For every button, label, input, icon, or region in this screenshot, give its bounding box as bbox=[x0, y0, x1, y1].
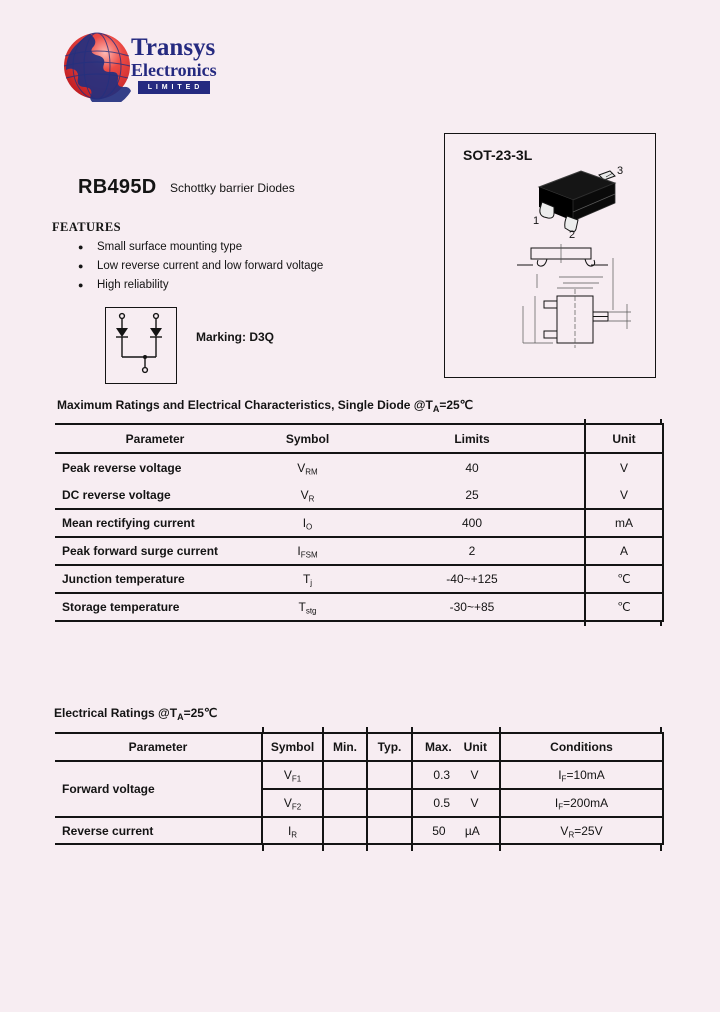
parameter-cell: Mean rectifying current bbox=[55, 509, 255, 537]
unit-cell: A bbox=[585, 537, 663, 565]
table-line-stub bbox=[366, 727, 368, 732]
heading-subscript: A bbox=[432, 404, 440, 414]
condition-base: I bbox=[554, 796, 559, 810]
bullet-icon: ● bbox=[78, 260, 84, 271]
package-dimension-drawing bbox=[507, 244, 649, 362]
marking-code: Marking: D3Q bbox=[196, 330, 275, 344]
globe-logo-icon bbox=[60, 32, 134, 102]
conditions-cell bbox=[500, 817, 663, 844]
col-header-conditions: Conditions bbox=[500, 733, 663, 761]
feature-text: Small surface mounting type bbox=[97, 240, 243, 253]
table-row bbox=[55, 817, 663, 844]
symbol-cell bbox=[255, 453, 360, 481]
typ-cell bbox=[367, 789, 412, 817]
symbol-base: V bbox=[297, 460, 306, 475]
features-list bbox=[78, 237, 323, 294]
conditions-cell bbox=[500, 761, 663, 789]
table-line-stub bbox=[262, 727, 264, 732]
heading-text: =25℃ bbox=[439, 398, 474, 412]
symbol-cell bbox=[255, 565, 360, 593]
limit-cell: 40 bbox=[465, 460, 479, 475]
unit-cell: ℃ bbox=[585, 593, 663, 621]
unit-value: µA bbox=[464, 823, 480, 838]
parameter-cell: Storage temperature bbox=[55, 593, 255, 621]
feature-item bbox=[78, 256, 323, 275]
typ-cell bbox=[367, 817, 412, 844]
table-line-stub bbox=[660, 727, 662, 732]
table-line-stub bbox=[584, 621, 586, 626]
symbol-cell bbox=[262, 789, 323, 817]
heading-subscript: A bbox=[177, 712, 184, 722]
col-header-min: Min. bbox=[323, 733, 367, 761]
table-line-stub bbox=[411, 727, 413, 732]
col-header-unit: Unit bbox=[585, 424, 663, 453]
parameter-cell: Peak reverse voltage bbox=[62, 460, 182, 475]
unit-value: V bbox=[470, 796, 479, 810]
limit-cell: 25 bbox=[360, 481, 585, 509]
condition-rest: =200mA bbox=[563, 796, 609, 810]
condition-rest: =10mA bbox=[566, 768, 605, 782]
max-ratings-table bbox=[55, 423, 664, 622]
col-header-limits: Limits bbox=[360, 424, 585, 453]
condition-subscript: F bbox=[558, 802, 564, 812]
symbol-cell bbox=[262, 817, 323, 844]
package-3d-icon bbox=[515, 160, 637, 240]
table-line-stub bbox=[366, 843, 368, 851]
symbol-cell bbox=[255, 537, 360, 565]
unit-value: V bbox=[470, 768, 479, 782]
unit-cell: ℃ bbox=[585, 565, 663, 593]
col-header-symbol: Symbol bbox=[255, 424, 360, 453]
table-line-stub bbox=[499, 843, 501, 851]
symbol-subscript: stg bbox=[305, 606, 317, 616]
pin-2-label: 2 bbox=[569, 229, 576, 240]
col-header-symbol: Symbol bbox=[262, 733, 323, 761]
symbol-subscript: RM bbox=[305, 467, 318, 476]
table-row bbox=[55, 593, 663, 621]
limit-cell: -30~+85 bbox=[360, 593, 585, 621]
heading-text: Electrical Ratings @T bbox=[54, 706, 178, 720]
min-cell bbox=[323, 817, 367, 844]
symbol-base: T bbox=[298, 600, 306, 614]
limit-cell: 400 bbox=[360, 509, 585, 537]
symbol-cell bbox=[255, 481, 360, 509]
package-outline-box bbox=[444, 133, 656, 378]
max-unit-cell bbox=[412, 761, 500, 789]
electrical-ratings-heading bbox=[54, 706, 217, 720]
table-line-stub bbox=[660, 419, 662, 424]
condition-base: V bbox=[560, 823, 569, 838]
symbol-base: I bbox=[287, 823, 292, 838]
symbol-base: I bbox=[297, 544, 301, 558]
symbol-subscript: R bbox=[308, 494, 315, 503]
symbol-base: I bbox=[302, 516, 307, 530]
table-row bbox=[55, 565, 663, 593]
max-value: 0.3 bbox=[433, 768, 451, 782]
conditions-cell bbox=[500, 789, 663, 817]
unit-cell: V bbox=[585, 481, 663, 509]
symbol-subscript: F2 bbox=[291, 802, 302, 812]
col-header-unit: Unit bbox=[463, 740, 487, 754]
table-line-stub bbox=[660, 843, 662, 851]
condition-subscript: F bbox=[561, 774, 567, 784]
symbol-subscript: FSM bbox=[300, 550, 318, 560]
parameter-cell: Reverse current bbox=[55, 817, 262, 844]
dual-diode-schematic-icon bbox=[106, 308, 175, 382]
condition-rest: =25V bbox=[574, 823, 603, 838]
parameter-cell: Peak forward surge current bbox=[55, 537, 255, 565]
heading-text: =25℃ bbox=[183, 706, 218, 720]
pin-3-label: 3 bbox=[617, 165, 624, 177]
col-header-max: Max. bbox=[424, 740, 452, 754]
max-value: 50 bbox=[432, 823, 446, 838]
diode-schematic-box bbox=[105, 307, 177, 384]
feature-text: Low reverse current and low forward voltage bbox=[97, 259, 324, 272]
table-row bbox=[55, 761, 663, 789]
max-ratings-heading bbox=[57, 398, 473, 412]
condition-subscript: R bbox=[568, 830, 575, 839]
logo-limited-badge: L I M I T E D bbox=[138, 81, 210, 94]
limit-cell: 2 bbox=[360, 537, 585, 565]
feature-item bbox=[78, 275, 323, 294]
symbol-cell bbox=[255, 593, 360, 621]
table-header-row bbox=[55, 733, 663, 761]
table-header-row bbox=[55, 424, 663, 453]
symbol-subscript: O bbox=[306, 522, 313, 532]
table-line-stub bbox=[322, 843, 324, 851]
bullet-icon: ● bbox=[78, 279, 84, 290]
typ-cell bbox=[367, 761, 412, 789]
parameter-cell: DC reverse voltage bbox=[55, 481, 255, 509]
table-line-stub bbox=[322, 727, 324, 732]
pin-1-label: 1 bbox=[533, 215, 540, 227]
parameter-cell: Forward voltage bbox=[55, 761, 262, 817]
col-header-typ: Typ. bbox=[367, 733, 412, 761]
table-line-stub bbox=[411, 843, 413, 851]
table-row bbox=[55, 509, 663, 537]
symbol-base: V bbox=[283, 768, 292, 782]
table-line-stub bbox=[660, 621, 662, 626]
symbol-subscript: R bbox=[291, 830, 298, 839]
table-row bbox=[55, 537, 663, 565]
symbol-base: V bbox=[283, 796, 292, 810]
col-header-parameter: Parameter bbox=[55, 733, 262, 761]
feature-item bbox=[78, 237, 323, 256]
limit-cell: -40~+125 bbox=[360, 565, 585, 593]
parameter-cell: Junction temperature bbox=[55, 565, 255, 593]
symbol-base: T bbox=[302, 572, 311, 586]
symbol-cell bbox=[255, 509, 360, 537]
part-description: Schottky barrier Diodes bbox=[170, 181, 295, 195]
unit-cell: mA bbox=[585, 509, 663, 537]
symbol-subscript: j bbox=[310, 578, 313, 588]
unit-cell: V bbox=[585, 453, 663, 481]
features-heading: FEATURES bbox=[52, 220, 121, 234]
part-number: RB495D bbox=[78, 176, 157, 198]
symbol-cell bbox=[262, 761, 323, 789]
min-cell bbox=[323, 761, 367, 789]
max-value: 0.5 bbox=[433, 796, 451, 810]
table-row bbox=[55, 453, 663, 481]
table-row bbox=[55, 481, 663, 509]
symbol-subscript: F1 bbox=[291, 774, 302, 784]
max-unit-cell bbox=[412, 789, 500, 817]
package-name: SOT-23-3L bbox=[463, 147, 533, 163]
col-header-parameter: Parameter bbox=[55, 424, 255, 453]
condition-base: I bbox=[558, 768, 562, 782]
min-cell bbox=[323, 789, 367, 817]
feature-text: High reliability bbox=[97, 278, 169, 291]
table-line-stub bbox=[499, 727, 501, 732]
col-header-max-unit bbox=[412, 733, 500, 761]
heading-text: Maximum Ratings and Electrical Characteristics, Single Diode @T bbox=[57, 398, 433, 412]
table-line-stub bbox=[262, 843, 264, 851]
bullet-icon: ● bbox=[78, 241, 84, 252]
max-unit-cell bbox=[412, 817, 500, 844]
table-line-stub bbox=[584, 419, 586, 424]
logo-division-name: Electronics bbox=[131, 60, 217, 80]
logo-company-name: Transys bbox=[131, 34, 216, 61]
symbol-base: V bbox=[300, 487, 309, 502]
electrical-ratings-table bbox=[55, 732, 664, 845]
